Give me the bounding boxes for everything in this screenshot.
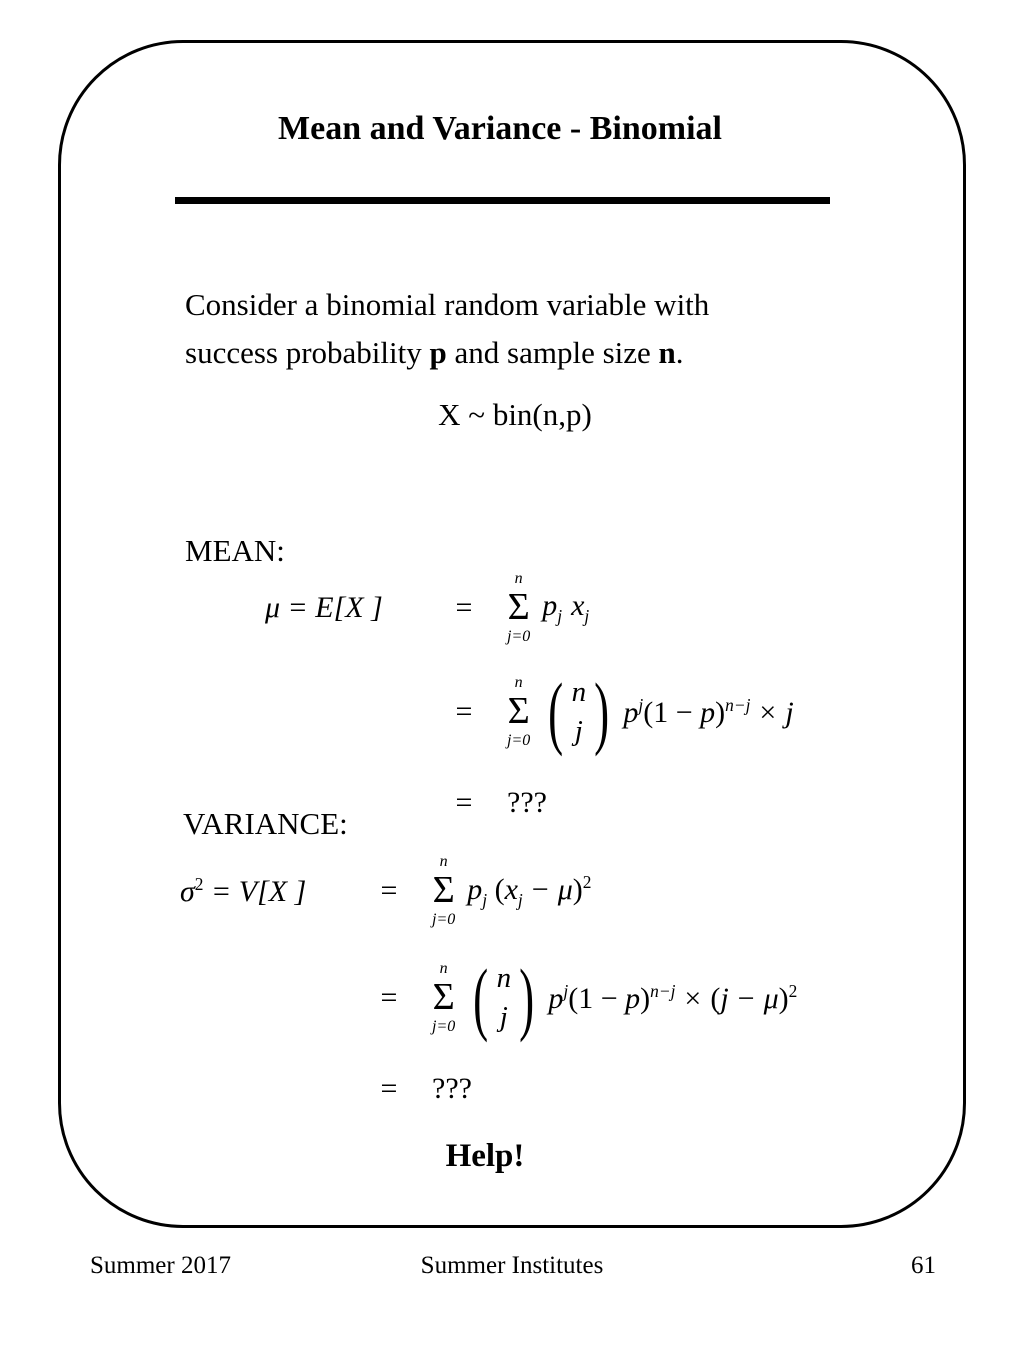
summation [432,960,455,1037]
mean-equations [185,566,794,832]
binomial-coefficient [467,952,540,1043]
footer-date: Summer 2017 [90,1252,231,1279]
intro-p-bold: p [429,335,447,370]
expression [548,981,797,1016]
math-token: p [548,981,564,1015]
variance-rhs-3 [418,1060,797,1118]
equals-sign: = [455,786,473,819]
math-token: 2 [582,871,592,892]
variance-lhs [180,846,360,936]
binom-stack [570,678,589,746]
math-token: ) [572,872,583,906]
footer-page-number: 61 [911,1252,936,1279]
help-link[interactable]: Help! [445,1138,525,1174]
math-token: 2 [194,873,204,894]
variance-rhs-1 [418,846,797,936]
binom-right-paren: ) [594,666,610,757]
sum-lower-limit: j=0 [507,731,531,749]
variance-lhs-expression [180,874,306,909]
binom-right-paren: ) [519,952,535,1043]
intro-line2-mid: and sample size [446,335,659,370]
math-token: p [542,589,558,622]
summation [507,674,530,751]
math-token: × [684,981,702,1015]
summation [432,853,455,930]
math-token: − [531,872,549,906]
summation [507,570,530,647]
math-token: p [623,695,639,729]
binom-left-paren: ( [473,952,489,1043]
math-token: 2 [788,980,798,1001]
expression [467,872,591,911]
intro-paragraph [185,281,709,377]
math-token: σ [180,874,195,908]
math-token: p [700,695,716,729]
math-token: ) [778,981,789,1015]
variance-heading: VARIANCE: [183,806,348,841]
math-token: x [571,589,585,622]
expression [542,589,589,627]
mean-lhs-expression: μ = E[X ] [265,591,383,624]
footer-organization: Summer Institutes [420,1252,604,1279]
sum-lower-limit: j=0 [432,910,456,928]
intro-line2-end: . [675,335,684,370]
mean-rhs-3 [493,774,794,832]
expression [623,695,793,730]
math-token: j [574,715,583,747]
math-token: x [504,872,518,906]
equals-sign: = [455,591,473,624]
math-token: (1 − [643,695,693,729]
intro-line2-pre: success probability [185,335,430,370]
mean-rhs-2 [493,650,794,774]
math-token: n−j [725,694,751,715]
math-token: × [759,695,777,729]
mean-rhs-1 [493,566,794,650]
mean-lhs [185,566,435,650]
math-token: j [563,980,569,1001]
math-token: μ [557,872,573,906]
sum-upper-limit: n [439,852,448,870]
math-token: n [496,962,512,994]
unknown-answer: ??? [507,786,547,819]
sum-upper-limit: n [514,673,523,691]
sigma-symbol: Σ [507,586,530,629]
mean-lhs-empty [185,650,435,774]
math-token: j [638,694,644,715]
equals-sign: = [380,981,398,1014]
math-token: n−j [650,980,676,1001]
binom-stack [495,964,514,1032]
binomial-coefficient [542,666,615,757]
sigma-symbol: Σ [432,869,455,912]
slide-title: Mean and Variance - Binomial [278,110,722,147]
math-token: j [720,981,729,1015]
variance-equations [180,846,797,1118]
distribution-formula: X ~ bin(n,p) [438,397,592,432]
equals-sign: = [380,874,398,907]
math-token: (1 − [568,981,618,1015]
variance-rhs-2 [418,936,797,1060]
math-token: j [482,889,488,910]
math-token: j [517,889,523,910]
math-token: n [571,676,587,708]
math-token: j [584,606,590,626]
math-token: ) [715,695,726,729]
math-token: = V[X ] [203,874,307,908]
equals-sign: = [455,695,473,728]
equals-sign: = [380,1072,398,1105]
math-token: j [557,606,563,626]
variance-lhs-empty [180,936,360,1060]
variance-lhs-empty [180,1060,360,1118]
binom-left-paren: ( [548,666,564,757]
mean-heading: MEAN: [185,533,285,568]
math-token: ( [710,981,721,1015]
math-token: ( [494,872,505,906]
intro-line1: Consider a binomial random variable with [185,287,710,322]
unknown-answer: ??? [432,1072,472,1105]
math-token: − [737,981,755,1015]
title-divider [175,197,830,204]
math-token: ) [640,981,651,1015]
math-token: j [499,1001,508,1033]
math-token: p [467,872,483,906]
sum-lower-limit: j=0 [507,627,531,645]
math-token: μ [763,981,779,1015]
intro-n-bold: n [658,335,676,370]
sigma-symbol: Σ [507,690,530,733]
sum-upper-limit: n [439,959,448,977]
math-token: p [625,981,641,1015]
sum-lower-limit: j=0 [432,1017,456,1035]
math-token: j [785,695,794,729]
sigma-symbol: Σ [432,976,455,1019]
sum-upper-limit: n [514,569,523,587]
